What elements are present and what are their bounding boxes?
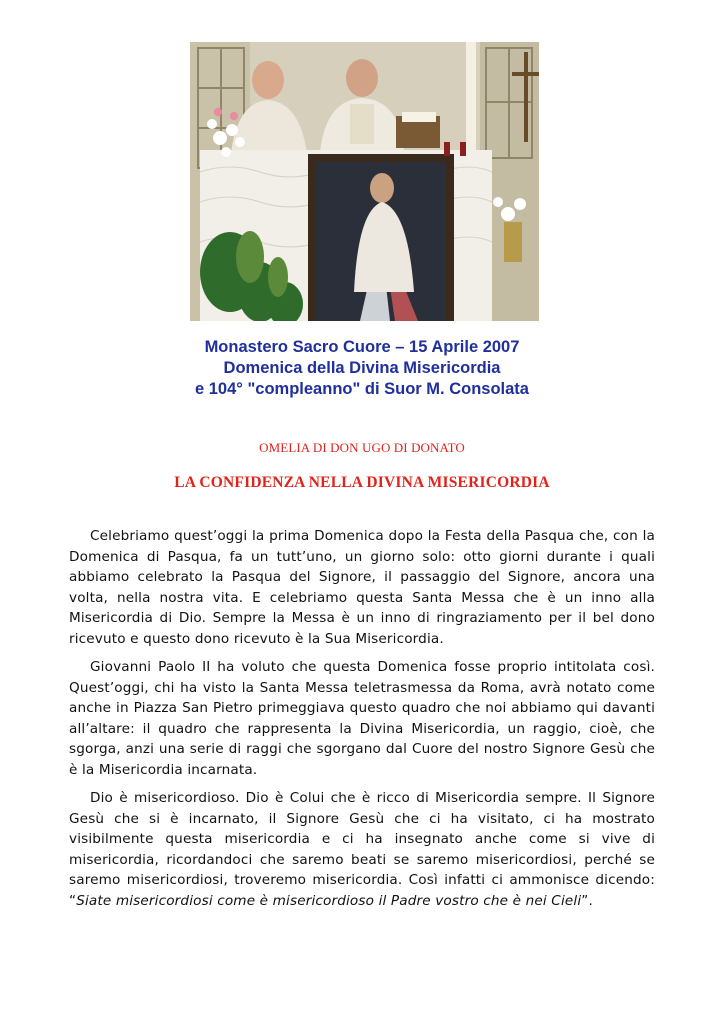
altar-photo <box>190 42 539 321</box>
altar-photo-icon <box>190 42 539 321</box>
title-block <box>0 337 724 400</box>
paragraph-2: Giovanni Paolo II ha voluto che questa Domenica fosse proprio intitolata così. Quest’oggi, chi ha visto la Santa Messa teletrasmessa da Roma, avrà notato come anche in Piazza San Pietro primeggiava questo quadro che noi abbiamo qui davanti all’altare: il quadro che rappresenta la Divina Misericordia, un raggio, cioè, che sgorga, anzi una serie di raggi che sgorgano dal Cuore del nostro Signore Gesù che è la Misericordia incarnata. <box>69 659 655 778</box>
title-line-3: e 104° "compleanno" di Suor M. Consolata <box>195 380 529 398</box>
homily-body <box>69 526 655 919</box>
homily-author: OMELIA DI DON UGO DI DONATO <box>259 440 465 455</box>
title-line-2: Domenica della Divina Misericordia <box>223 359 501 377</box>
paragraph-1: Celebriamo quest’oggi la prima Domenica dopo la Festa della Pasqua che, con la Domenica di Pasqua, fa un tutt’uno, un giorno solo: otto giorni durante i quali abbiamo celebrato la Pasqua del Signore, il passaggio del Signore, ancora una volta, nella nostra vita. E celebriamo questa Santa Messa che è un inno alla Misericordia di Dio. Sempre la Messa è un inno di ringraziamento per il bel dono ricevuto e questo dono ricevuto è la Sua Misericordia. <box>69 528 655 647</box>
paragraph-3-end: ”. <box>581 892 593 909</box>
paragraph-3-text: Dio è misericordioso. Dio è Colui che è ricco di Misericordia sempre. Il Signore Gesù che si è incarnato, il Signore Gesù che ci ha visitato, ci ha mostrato visibilmente questa misericordia e ci ha insegnato anche come si vive di misericordia, ricordandoci che saremo beati se saremo misericordiosi, perché se saremo misericordiosi, troveremo misericordia. Così infatti ci ammonisce dicendo: “ <box>69 790 655 909</box>
gospel-quote: Siate misericordiosi come è misericordioso il Padre vostro che è nei Cieli <box>76 892 582 909</box>
paragraph-3 <box>69 788 655 911</box>
title-line-1: Monastero Sacro Cuore – 15 Aprile 2007 <box>204 338 520 356</box>
homily-heading: LA CONFIDENZA NELLA DIVINA MISERICORDIA <box>174 474 550 491</box>
